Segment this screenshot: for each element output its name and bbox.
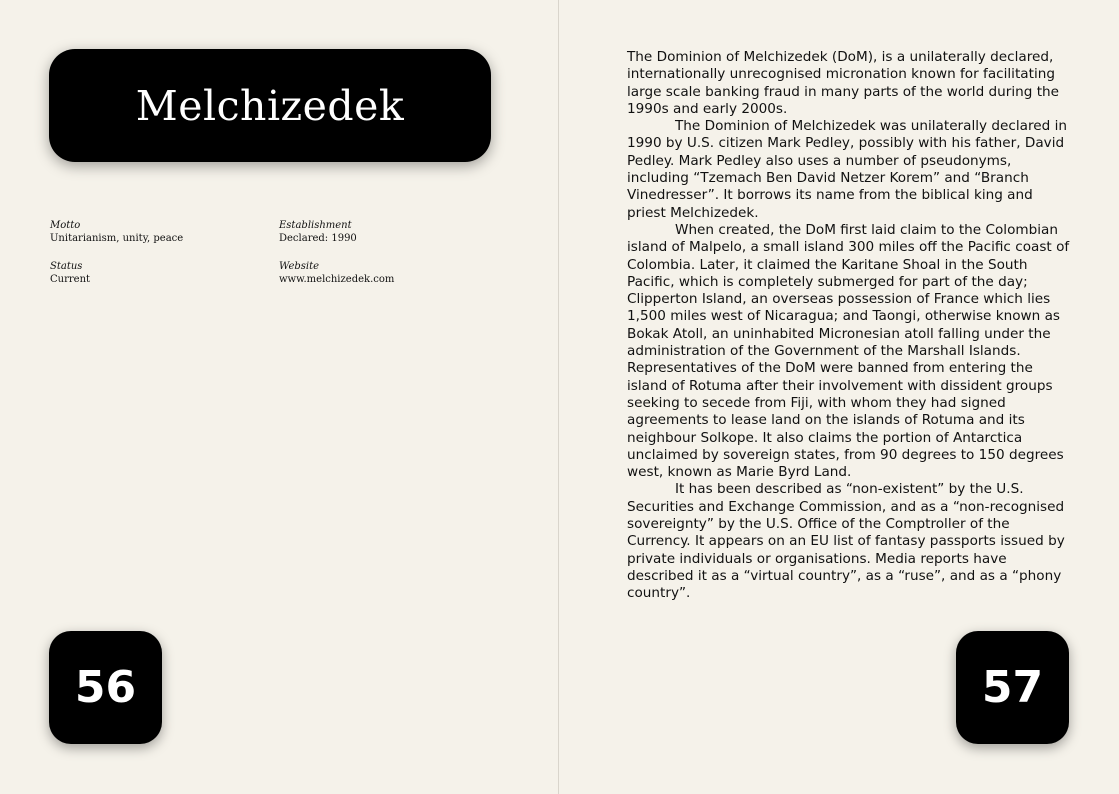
right-page	[559, 0, 1119, 794]
page-title: Melchizedek	[135, 81, 405, 130]
website-label: Website	[279, 261, 320, 272]
title-banner	[49, 49, 491, 162]
motto-fact	[50, 219, 279, 245]
website-value: www.melchizedek.com	[279, 274, 395, 285]
paragraph-4: It has been described as “non-existent” by the U.S. Securities and Exchange Commission, and as a “non-recognised sovereignty” by the U.S. Office of the Comptroller of the Currency. It appears on an EU list of fantasy passports issued by private individuals or organisations. Media reports have described it as a “virtual country”, as a “ruse”, and as a “phony country”.	[627, 481, 1065, 602]
status-fact	[50, 260, 279, 286]
motto-label: Motto	[50, 220, 81, 231]
page-number-left: 56	[49, 631, 162, 744]
page-number-right: 57	[956, 631, 1069, 744]
website-fact	[279, 260, 508, 286]
establishment-label: Establishment	[279, 220, 352, 231]
paragraph-3: When created, the DoM first laid claim to the Colombian island of Malpelo, a small island 300 miles off the Pacific coast of Colombia. Later, it claimed the Karitane Shoal in the South Pacific, which is completely submerged for part of the day; Clipperton Island, an overseas possession of France which lies 1,500 miles west of Nicaragua; and Taongi, otherwise known as Bokak Atoll, an uninhabited Micronesian atoll falling under the administration of the Government of the Marshall Islands. Representatives of the DoM were banned from entering the island of Rotuma after their involvement with dissident groups seeking to secede from Fiji, with whom they had signed agreements to lease land on the islands of Rotuma and its neighbour Solkope. It also claims the portion of Antarctica unclaimed by sovereign states, from 90 degrees to 150 degrees west, known as Marie Byrd Land.	[627, 221, 1070, 481]
paragraph-1: The Dominion of Melchizedek (DoM), is a unilaterally declared, internationally unrecognised micronation known for facilitating large scale banking fraud in many parts of the world during the 1990s and early 2000s.	[627, 49, 1060, 117]
motto-value: Unitarianism, unity, peace	[50, 233, 184, 244]
paragraph-2: The Dominion of Melchizedek was unilaterally declared in 1990 by U.S. citizen Mark Pedley, possibly with his father, David Pedley. Mark Pedley also uses a number of pseudonyms, including “Tzemach Ben David Netzer Korem” and “Branch Vinedresser”. It borrows its name from the biblical king and priest Melchizedek.	[627, 118, 1067, 221]
facts-grid	[50, 219, 510, 286]
status-label: Status	[50, 261, 83, 272]
status-value: Current	[50, 274, 91, 285]
left-page	[0, 0, 558, 794]
establishment-value: Declared: 1990	[279, 233, 357, 244]
article-body	[627, 49, 1075, 603]
establishment-fact	[279, 219, 508, 245]
